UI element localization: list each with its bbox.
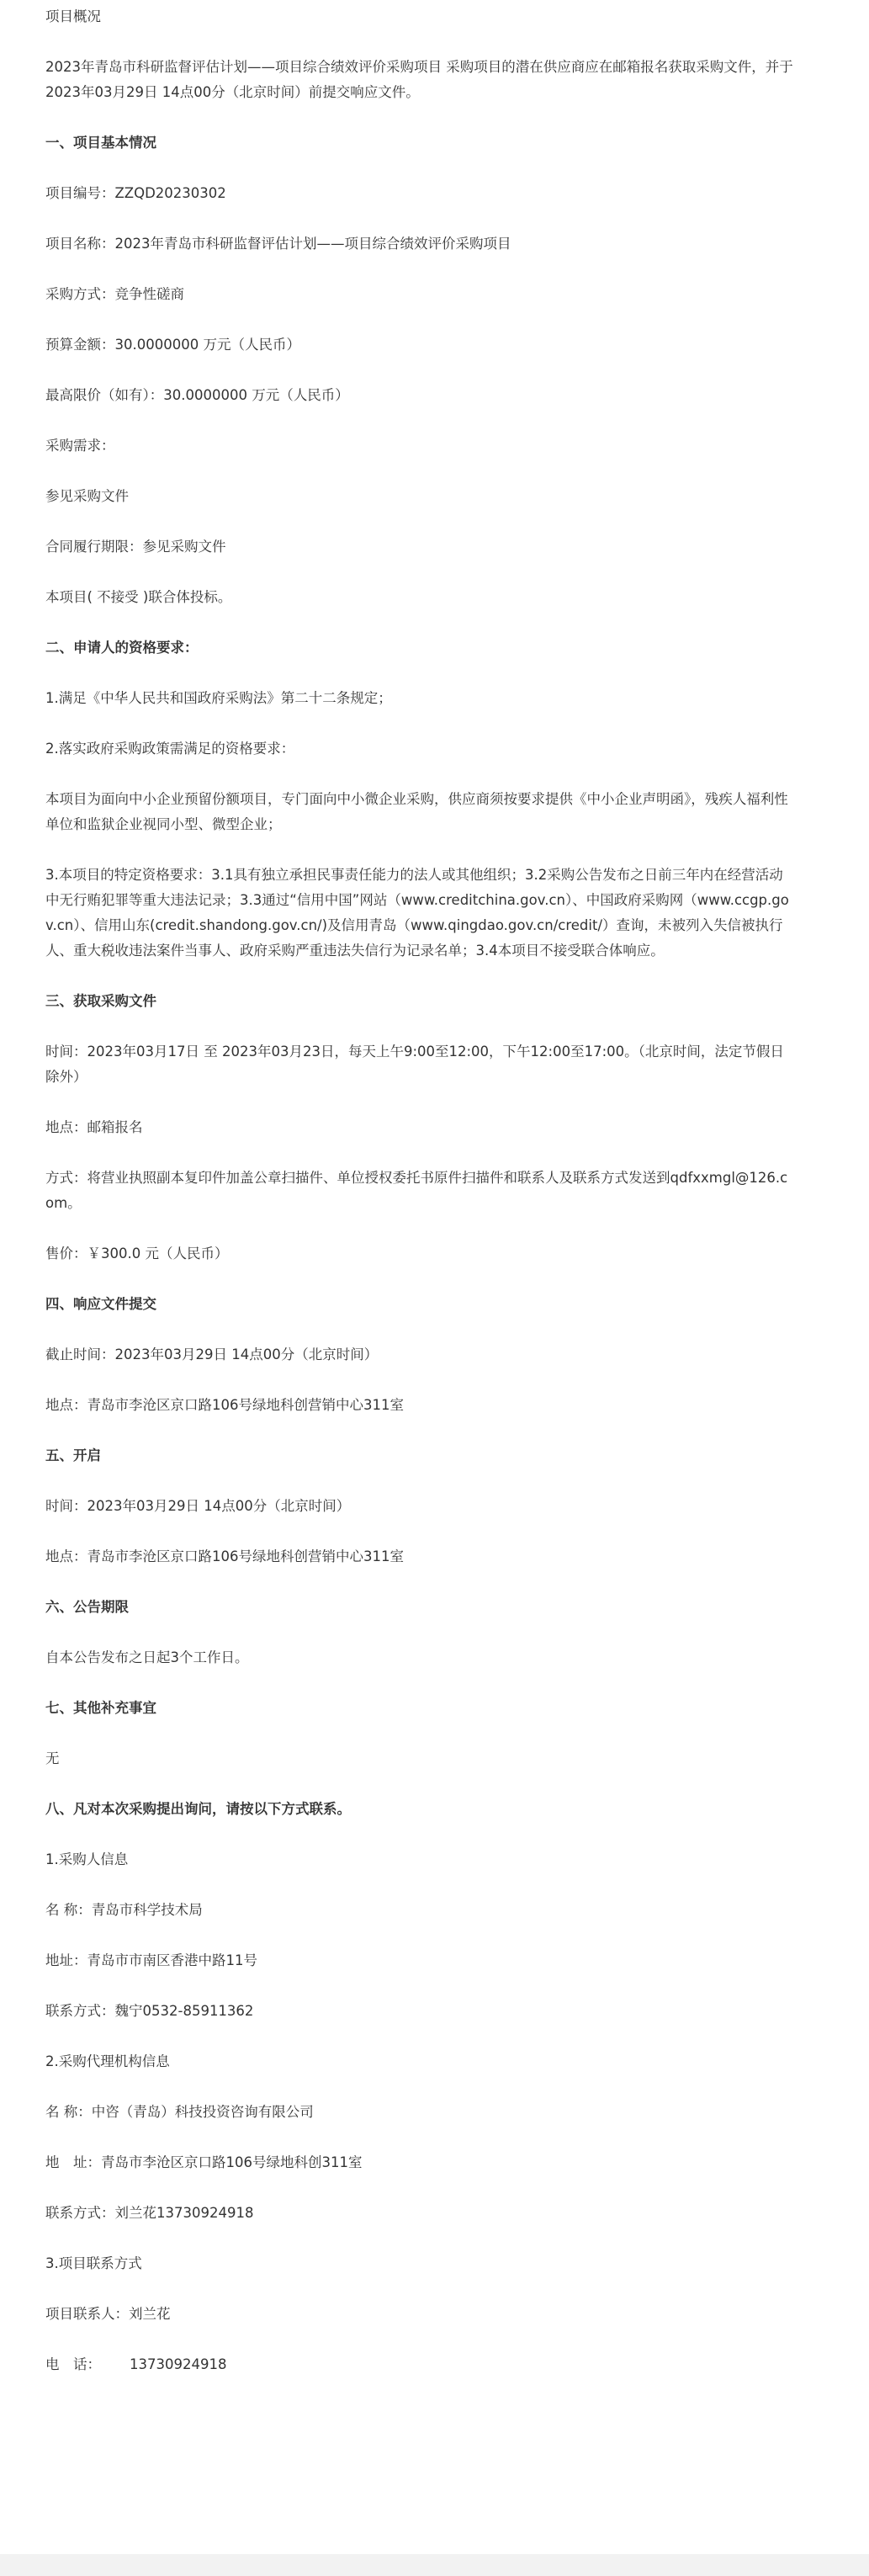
obtain-method: 方式：将营业执照副本复印件加盖公章扫描件、单位授权委托书原件扫描件和联系人及联系方式发送到qdfxxmgl@126.com。 <box>45 1170 788 1211</box>
max-price: 最高限价（如有）：30.0000000 万元（人民币） <box>45 387 349 403</box>
announcement-body <box>45 0 794 2377</box>
contract-period: 合同履行期限：参见采购文件 <box>45 539 226 555</box>
demand-text: 参见采购文件 <box>45 488 129 504</box>
phone-value: 13730924918 <box>130 2356 227 2372</box>
obtain-place: 地点：邮箱报名 <box>45 1119 143 1135</box>
demand-label: 采购需求： <box>45 438 115 454</box>
supplementary-text: 无 <box>45 1750 60 1766</box>
overview-label: 项目概况 <box>45 8 101 24</box>
agency-name: 名 称：中咨（青岛）科技投资咨询有限公司 <box>45 2104 314 2120</box>
qualification-item-2-detail: 本项目为面向中小企业预留份额项目，专门面向中小微企业采购，供应商须按要求提供《中小企业声明函》，残疾人福利性单位和监狱企业视同小型、微型企业； <box>45 791 788 832</box>
purchaser-name: 名 称：青岛市科学技术局 <box>45 1902 203 1918</box>
document-price: 售价：￥300.0 元（人民币） <box>45 1246 229 1261</box>
section-1-title: 一、项目基本情况 <box>45 135 156 151</box>
project-contact-label: 3.项目联系方式 <box>45 2255 142 2271</box>
section-7-title: 七、其他补充事宜 <box>45 1700 156 1716</box>
qualification-item-2: 2.落实政府采购政策需满足的资格要求： <box>45 741 295 757</box>
project-name: 项目名称：2023年青岛市科研监督评估计划——项目综合绩效评价采购项目 <box>45 236 511 252</box>
qualification-item-3: 3.本项目的特定资格要求：3.1具有独立承担民事责任能力的法人或其他组织；3.2采购公告发布之日前三年内在经营活动中无行贿犯罪等重大违法记录；3.3通过“信用中国”网站（www.creditchina.gov.cn）、中国政府采购网（www.ccgp.gov.cn）、信用山东(credit.shandong.gov.cn/)及信用青岛（www.qingdao.gov.cn/credit/）查询，未被列入失信被执行人、重大税收违法案件当事人、政府采购严重违法失信行为记录名单；3.4本项目不接受联合体响应。 <box>45 867 789 959</box>
opening-time: 时间：2023年03月29日 14点00分（北京时间） <box>45 1498 351 1514</box>
agency-contact: 联系方式：刘兰花13730924918 <box>45 2205 254 2221</box>
project-number: 项目编号：ZZQD20230302 <box>45 185 226 201</box>
obtain-time: 时间：2023年03月17日 至 2023年03月23日，每天上午9:00至12:00，下午12:00至17:00。（北京时间，法定节假日除外） <box>45 1044 784 1085</box>
section-8-title: 八、凡对本次采购提出询问，请按以下方式联系。 <box>45 1801 351 1817</box>
purchaser-address: 地址：青岛市市南区香港中路11号 <box>45 1952 257 1968</box>
section-4-title: 四、响应文件提交 <box>45 1296 156 1312</box>
purchaser-contact: 联系方式：魏宁0532-85911362 <box>45 2003 254 2019</box>
procurement-method: 采购方式：竞争性磋商 <box>45 286 184 302</box>
opening-place: 地点：青岛市李沧区京口路106号绿地科创营销中心311室 <box>45 1548 404 1564</box>
consortium-note: 本项目( 不接受 )联合体投标。 <box>45 589 232 605</box>
section-3-title: 三、获取采购文件 <box>45 993 156 1009</box>
project-contact-phone <box>45 2352 794 2377</box>
section-2-title: 二、申请人的资格要求： <box>45 640 199 656</box>
submission-place: 地点：青岛市李沧区京口路106号绿地科创营销中心311室 <box>45 1397 404 1413</box>
agency-label: 2.采购代理机构信息 <box>45 2053 170 2069</box>
submission-deadline: 截止时间：2023年03月29日 14点00分（北京时间） <box>45 1346 379 1362</box>
section-5-title: 五、开启 <box>45 1447 101 1463</box>
budget-amount: 预算金额：30.0000000 万元（人民币） <box>45 337 300 353</box>
section-6-title: 六、公告期限 <box>45 1599 129 1615</box>
phone-label: 电 话： <box>45 2356 101 2372</box>
purchaser-label: 1.采购人信息 <box>45 1851 129 1867</box>
announcement-period: 自本公告发布之日起3个工作日。 <box>45 1649 249 1665</box>
overview-text: 2023年青岛市科研监督评估计划——项目综合绩效评价采购项目 采购项目的潜在供应商应在邮箱报名获取采购文件，并于2023年03月29日 14点00分（北京时间）前提交响应文件。 <box>45 59 793 100</box>
qualification-item-1: 1.满足《中华人民共和国政府采购法》第二十二条规定； <box>45 690 392 706</box>
page-footer-bar <box>0 2554 869 2576</box>
agency-address: 地 址：青岛市李沧区京口路106号绿地科创311室 <box>45 2154 363 2170</box>
project-contact-person: 项目联系人：刘兰花 <box>45 2306 171 2322</box>
